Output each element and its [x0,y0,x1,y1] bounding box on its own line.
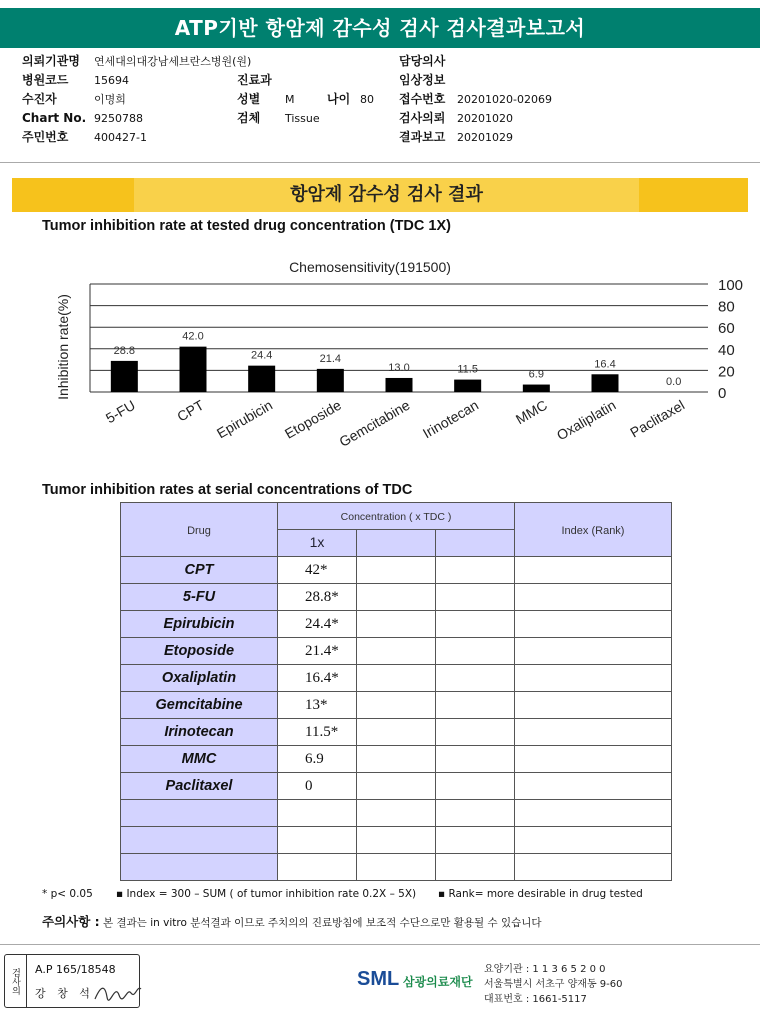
sml-logo-mark: SML [357,968,400,990]
inhibition-1x-cell: 21.4* [278,638,357,665]
inhibition-1x-cell: 0 [278,773,357,800]
table-row [121,638,672,665]
inhibition-1x-cell: 13* [278,692,357,719]
company-name: 삼광의료재단 [403,975,473,989]
table-header-blank [357,530,436,557]
drug-cell: CPT [121,557,278,584]
chart-bar [386,378,413,392]
table-header-1x [278,530,357,557]
table-row [121,827,672,854]
concentration-col-label: Concentration ( x TDC ) [340,511,452,523]
index-rank-cell [515,800,672,827]
table-row [121,800,672,827]
age-label: 나이 [327,92,351,106]
index-rank-cell [515,773,672,800]
chart-x-tick-label: Paclitaxel [627,396,688,441]
chart-x-tick-label: Irinotecan [419,396,482,442]
drug-col-label: Drug [187,524,211,537]
chart-x-tick-label: Etoposide [281,396,344,442]
inhibition-1x-cell: 6.9 [278,746,357,773]
table-header-index [515,503,672,557]
result-header-band [12,178,748,212]
chart-y-axis-label: Inhibition rate(%) [55,294,71,400]
index-rank-cell [515,854,672,881]
index-rank-cell [515,557,672,584]
chart-value-label: 21.4 [319,352,342,365]
chart-value-label: 42.0 [182,330,204,343]
chart-title: Chemosensitivity(191500) [289,259,451,275]
doctor-label: 담당의사 [399,54,446,68]
drug-cell: Gemcitabine [121,692,278,719]
section2-title: Tumor inhibition rates at serial concentrations of TDC [42,482,413,498]
concentration-cell [357,719,436,746]
inhibition-1x-cell [278,827,357,854]
chart-value-label: 11.5 [457,363,478,376]
chart-y-tick-label: 60 [718,320,735,338]
chart-x-tick-labels [103,397,687,450]
concentration-cell [357,665,436,692]
patient-info-col3 [399,52,552,147]
chart-x-tick-label: Oxaliplatin [553,396,619,444]
index-rank-cell [515,827,672,854]
chart-bar [592,374,619,392]
receipt-label: 접수번호 [399,92,446,106]
table-row [121,611,672,638]
report-title: ATP기반 항암제 감수성 검사 검사결과보고서 [0,8,760,48]
index-rank-cell [515,665,672,692]
concentration-cell [357,773,436,800]
table-row [121,773,672,800]
chart-x-tick-label: MMC [512,396,550,428]
concentration-cell [436,611,515,638]
chart-y-tick-labels [718,277,743,402]
report-date-label: 결과보고 [399,130,446,144]
sex-value: M [285,93,295,106]
company-address: 서울특별시 서초구 양재동 9-60 [484,979,623,990]
chart-y-tick-label: 20 [718,363,735,381]
table-header-drug [121,503,278,557]
1x-col-label: 1x [309,534,325,550]
company-phone: 대표번호 : 1661-5117 [484,994,587,1005]
chart-y-tick-label: 80 [718,298,735,316]
chart-value-label: 6.9 [528,368,544,381]
table-row [121,557,672,584]
inhibition-1x-cell: 24.4* [278,611,357,638]
index-rank-cell [515,638,672,665]
chart-value-label: 16.4 [594,358,616,371]
index-rank-cell [515,611,672,638]
table-row [121,854,672,881]
concentration-cell [357,800,436,827]
bottom-divider [0,944,760,945]
index-rank-cell [515,719,672,746]
drug-cell: Oxaliplatin [121,665,278,692]
clinical-label: 임상정보 [399,73,446,87]
dept-label: 진료과 [237,73,272,87]
drug-cell: Etoposide [121,638,278,665]
concentration-cell [436,746,515,773]
chart-bar [111,361,138,392]
chart-x-tick-label: CPT [174,396,207,425]
chart-value: 9250788 [94,112,143,125]
chart-label: Chart No. [22,111,87,125]
inhibition-1x-cell [278,800,357,827]
footnote-p: * p< 0.05 [42,888,93,900]
drug-cell: 5-FU [121,584,278,611]
index-col-label: Index (Rank) [561,524,625,537]
signature-license: A.P 165/18548 [35,963,116,976]
chart-x-tick-label: Gemcitabine [336,396,413,450]
concentration-cell [357,692,436,719]
caution-note [42,912,542,930]
report-date-value: 20201029 [457,131,513,144]
concentration-cell [357,827,436,854]
request-value: 20201020 [457,112,513,125]
inhibition-1x-cell: 11.5* [278,719,357,746]
drug-cell [121,827,278,854]
chart-x-tick-label: 5-FU [102,396,138,427]
request-label: 검사의뢰 [399,111,446,125]
patient-info-col2 [237,71,374,128]
resident-label: 주민번호 [22,130,69,144]
table-body [121,557,672,881]
resident-value: 400427-1 [94,131,147,144]
company-contact [484,962,623,1007]
concentration-cell [357,584,436,611]
table-header-blank [436,530,515,557]
chart-bar [180,347,207,392]
chart-y-tick-label: 40 [718,341,735,359]
chart-value-label: 24.4 [250,349,273,362]
drug-cell [121,800,278,827]
drug-cell: Irinotecan [121,719,278,746]
table-header-concentration [278,503,515,530]
table-row [121,719,672,746]
concentration-cell [436,692,515,719]
chart-value-label: 28.8 [113,344,136,357]
patient-info-col1 [22,52,251,147]
table-row [121,746,672,773]
patient-label: 수진자 [22,92,57,106]
receipt-value: 20201020-02069 [457,93,552,106]
concentration-cell [357,611,436,638]
signature-box [4,954,140,1008]
concentration-cell [436,854,515,881]
chart-x-tick-label: Epirubicin [213,396,276,442]
drug-cell: Paclitaxel [121,773,278,800]
chart-bar [523,385,550,392]
drug-cell: MMC [121,746,278,773]
inhibition-1x-cell: 42* [278,557,357,584]
concentration-cell [357,854,436,881]
table-row [121,584,672,611]
caution-label: 주의사항 : [42,914,100,929]
chart-y-tick-label: 0 [718,385,727,402]
footnote-rank: ▪ Rank= more desirable in drug tested [438,888,643,900]
chart-bar [248,366,275,392]
table-row [121,692,672,719]
patient-value: 이명희 [94,93,126,106]
specimen-label: 검체 [237,111,261,125]
chemosensitivity-chart [0,252,760,502]
hospital-code-label: 병원코드 [22,73,69,87]
results-table [120,502,672,881]
concentration-cell [357,638,436,665]
chart-value-label: 13.0 [388,361,410,374]
chart-bar [454,380,481,392]
age-value: 80 [360,93,374,106]
specimen-value: Tissue [285,112,320,125]
concentration-cell [436,719,515,746]
signature-name: 강 창 석 [35,987,94,1000]
result-header: 항암제 감수성 검사 결과 [134,178,639,212]
concentration-cell [436,800,515,827]
index-rank-cell [515,584,672,611]
concentration-cell [357,557,436,584]
drug-cell: Epirubicin [121,611,278,638]
top-divider [0,162,760,163]
concentration-cell [436,665,515,692]
index-rank-cell [515,692,672,719]
chart-y-tick-label: 100 [718,277,744,294]
inhibition-1x-cell: 16.4* [278,665,357,692]
handwritten-signature [93,981,143,1003]
table-row [121,665,672,692]
chart-bar [317,369,344,392]
company-code: 요양기관 : 1 1 3 6 5 2 0 0 [484,964,606,975]
concentration-cell [436,557,515,584]
sex-label: 성별 [237,92,261,106]
company-logo [357,962,477,998]
signature-side-label: 검사의 [5,955,27,1007]
footnote-index: ▪ Index = 300 – SUM ( of tumor inhibition rate 0.2X – 5X) [116,888,417,900]
inhibition-1x-cell [278,854,357,881]
institution-value: 연세대의대강남세브란스병원(원) [94,55,252,68]
concentration-cell [436,584,515,611]
chart-value-label: 0.0 [666,376,682,388]
institution-label: 의뢰기관명 [22,54,80,68]
concentration-cell [436,773,515,800]
section1-title: Tumor inhibition rate at tested drug concentration (TDC 1X) [42,218,451,234]
caution-text: 본 결과는 in vitro 분석결과 이므로 주치의의 진료방침에 보조적 수단으로만 활용될 수 있습니다 [103,917,542,929]
concentration-cell [436,638,515,665]
concentration-cell [357,746,436,773]
concentration-cell [436,827,515,854]
index-rank-cell [515,746,672,773]
hospital-code-value: 15694 [94,74,129,87]
drug-cell [121,854,278,881]
inhibition-1x-cell: 28.8* [278,584,357,611]
